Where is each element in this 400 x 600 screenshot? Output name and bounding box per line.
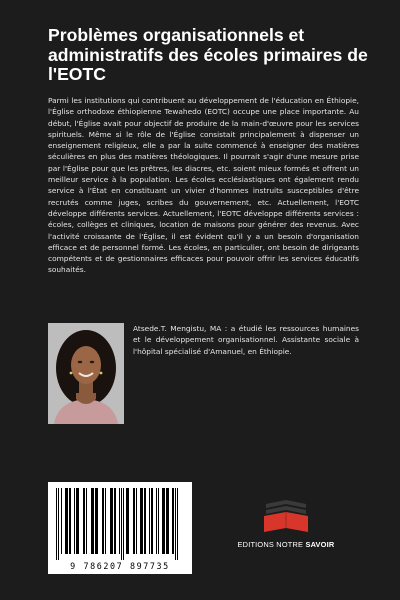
barcode-bar: [140, 488, 143, 554]
publisher-name-part1: EDITIONS NOTRE: [237, 540, 306, 549]
barcode-bars: [48, 482, 192, 562]
barcode-bar: [56, 488, 57, 560]
barcode-bar: [144, 488, 146, 554]
barcode-bar: [166, 488, 169, 554]
publisher-logo-icon: [258, 498, 314, 536]
barcode-bar: [83, 488, 85, 554]
barcode-bar: [76, 488, 79, 554]
author-photo: [48, 323, 124, 424]
barcode-bar: [151, 488, 153, 554]
barcode-bar: [95, 488, 98, 554]
barcode-bar: [86, 488, 87, 554]
barcode-bar: [121, 488, 122, 560]
publisher-name-part2: SAVOIR: [305, 540, 335, 549]
barcode-bar: [149, 488, 150, 554]
barcode-bar: [123, 488, 124, 560]
barcode-bar: [65, 488, 68, 554]
book-title: Problèmes organisationnels et administratifs des écoles primaires de l'EOTC: [48, 25, 368, 84]
barcode-bar: [156, 488, 157, 554]
barcode-bar: [158, 488, 159, 554]
barcode-bar: [114, 488, 116, 554]
barcode-bar: [74, 488, 75, 554]
barcode-bar: [69, 488, 71, 554]
barcode-bar: [162, 488, 165, 554]
barcode-bar: [177, 488, 178, 560]
author-biography: Atsede.T. Mengistu, MA : a étudié les ressources humaines et le développement organisationnel. Assistante sociale à l'hôpital spécialisé d'Amanuel, en Éthiopie.: [133, 324, 359, 356]
barcode-bar: [91, 488, 94, 554]
barcode-bar: [133, 488, 135, 554]
barcode-bar: [126, 488, 129, 554]
barcode-bar: [175, 488, 176, 560]
barcode-bar: [61, 488, 62, 554]
barcode-bar: [119, 488, 120, 554]
isbn-number: 9 786207 897735: [70, 561, 170, 571]
barcode-bar: [136, 488, 137, 554]
barcode-bar: [172, 488, 174, 554]
isbn-barcode: [48, 482, 192, 574]
barcode-bar: [110, 488, 113, 554]
barcode-bar: [105, 488, 106, 554]
back-cover-description: Parmi les institutions qui contribuent au développement de l'éducation en Éthiopie, l'Église orthodoxe éthiopienne Tewahedo (EOTC) occupe une place importante. Au début, l'Église avait pour objectif de produire de la main-d'œuvre pour les services spirituels. Même si le rôle de l'Église consistait principalement à dispenser un enseignement religieux, elle a par la suite commencé à enseigner des matières séculières en plus des matières théologiques. Il pourrait s'agir d'une mesure prise par l'Église pour que les prêtres, les diacres, etc. soient mieux formés et offrent un meilleur service à la population. Les écoles ecclésiastiques ont également rendu service à l'État en constituant un vivier d'hommes instruits susceptibles d'être recrutés comme juges, scribes du gouvernement, etc. Actuellement, l'EOTC développe différents services. Actuellement, l'EOTC développe différents services : écoles, collèges et cliniques, location de maisons pour générer des revenus. Avec l'activité croissante de l'Église, il est évident qu'il y a un besoin d'organisation efficace et de personnel formé. Les écoles, en particulier, ont besoin de dirigeants compétents et de gestionnaires efficaces pour pouvoir offrir les services éducatifs souhaités.: [48, 96, 359, 275]
barcode-bar: [102, 488, 104, 554]
barcode-bar: [58, 488, 59, 560]
publisher-name: [236, 540, 336, 549]
